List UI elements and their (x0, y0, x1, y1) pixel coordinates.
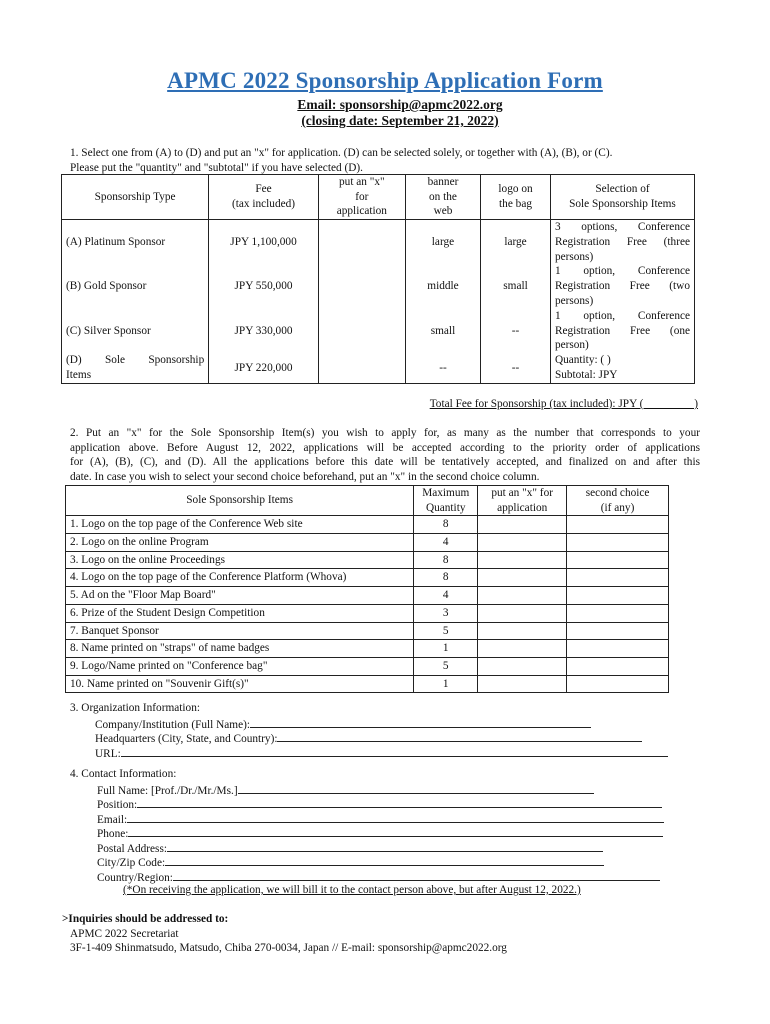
fee-cell: JPY 330,000 (209, 309, 319, 354)
section2-intro-line: 2. Put an "x" for the Sole Sponsorship Item(s) you wish to apply for, as many as the number that corresponds to your (70, 427, 700, 439)
table-row (66, 551, 669, 569)
sponsor-type-silver: (C) Silver Sponsor (62, 309, 209, 354)
item-max-qty: 4 (414, 534, 478, 552)
application-checkbox-silver[interactable] (318, 309, 405, 354)
item-name: 7. Banquet Sponsor (66, 622, 414, 640)
second-choice-cell[interactable] (567, 587, 669, 605)
header-put-x: put an "x" for application (478, 486, 567, 516)
table-row (62, 309, 695, 354)
form-title: APMC 2022 Sponsorship Application Form (167, 68, 603, 93)
table-row (66, 657, 669, 675)
contact-email[interactable]: Email: sponsorship@apmc2022.org (297, 97, 503, 112)
second-choice-cell[interactable] (567, 551, 669, 569)
phone-field[interactable]: Phone: (97, 825, 663, 842)
header-banner: banner on the web (405, 175, 480, 220)
table-row (66, 675, 669, 693)
application-cell[interactable] (478, 569, 567, 587)
application-cell[interactable] (478, 622, 567, 640)
selection-cell: 3 options, Conference Registration Free (three persons) (550, 220, 694, 265)
billing-note: (*On receiving the application, we will bill it to the contact person above, but after August 12, 2022.) (123, 884, 581, 896)
header-put-x: put an "x" for application (318, 175, 405, 220)
table-row (66, 516, 669, 534)
banner-cell: small (405, 309, 480, 354)
logo-cell: -- (481, 309, 551, 354)
section3-heading: 3. Organization Information: (70, 702, 200, 714)
closing-date: (closing date: September 21, 2022) (301, 113, 499, 128)
secretariat-name: APMC 2022 Secretariat (70, 928, 179, 940)
header-second-choice: second choice (if any) (567, 486, 669, 516)
position-field[interactable]: Position: (97, 796, 662, 813)
item-max-qty: 5 (414, 622, 478, 640)
header-logo: logo on the bag (481, 175, 551, 220)
section2-intro-line: application above. Before August 12, 2022, applications will be accepted according to the priority order of applications (70, 441, 700, 454)
inquiries-heading: >Inquiries should be addressed to: (62, 913, 229, 925)
selection-cell: 1 option, Conference Registration Free (one person) (550, 309, 694, 354)
application-cell[interactable] (478, 604, 567, 622)
table-row (62, 353, 695, 383)
application-checkbox-gold[interactable] (318, 264, 405, 309)
logo-cell: -- (481, 353, 551, 383)
company-field[interactable]: Company/Institution (Full Name): (95, 716, 591, 733)
banner-cell: -- (405, 353, 480, 383)
header-selection: Selection of Sole Sponsorship Items (550, 175, 694, 220)
selection-cell[interactable]: Quantity: ( ) Subtotal: JPY (550, 353, 694, 383)
selection-cell: 1 option, Conference Registration Free (two persons) (550, 264, 694, 309)
table-row (62, 220, 695, 265)
section4-heading: 4. Contact Information: (70, 768, 177, 780)
full-name-field[interactable]: Full Name: [Prof./Dr./Mr./Ms.] (97, 782, 594, 799)
table-row (66, 587, 669, 605)
sponsorship-type-table (61, 174, 695, 384)
application-cell[interactable] (478, 534, 567, 552)
item-max-qty: 3 (414, 604, 478, 622)
table-header-row (66, 486, 669, 516)
header-max-qty: Maximum Quantity (414, 486, 478, 516)
table-row (66, 640, 669, 658)
item-name: 8. Name printed on "straps" of name badges (66, 640, 414, 658)
second-choice-cell[interactable] (567, 604, 669, 622)
item-max-qty: 5 (414, 657, 478, 675)
banner-cell: large (405, 220, 480, 265)
header-sponsorship-type: Sponsorship Type (62, 175, 209, 220)
item-max-qty: 8 (414, 516, 478, 534)
item-max-qty: 8 (414, 569, 478, 587)
section1-intro (70, 146, 710, 175)
second-choice-cell[interactable] (567, 622, 669, 640)
fee-cell: JPY 1,100,000 (209, 220, 319, 265)
application-checkbox-platinum[interactable] (318, 220, 405, 265)
application-cell[interactable] (478, 640, 567, 658)
sole-sponsorship-table (65, 485, 669, 693)
header-items: Sole Sponsorship Items (66, 486, 414, 516)
url-field[interactable]: URL: (95, 745, 668, 762)
item-max-qty: 4 (414, 587, 478, 605)
second-choice-cell[interactable] (567, 516, 669, 534)
item-max-qty: 1 (414, 675, 478, 693)
item-name: 9. Logo/Name printed on "Conference bag" (66, 657, 414, 675)
secretariat-address: 3F-1-409 Shinmatsudo, Matsudo, Chiba 270-0034, Japan // E-mail: sponsorship@apmc2022.org (70, 942, 507, 954)
application-cell[interactable] (478, 657, 567, 675)
banner-cell: middle (405, 264, 480, 309)
item-name: 6. Prize of the Student Design Competition (66, 604, 414, 622)
second-choice-cell[interactable] (567, 569, 669, 587)
table-row (62, 264, 695, 309)
second-choice-cell[interactable] (567, 657, 669, 675)
total-fee-line[interactable]: Total Fee for Sponsorship (tax included): JPY ( ) (429, 398, 698, 410)
item-name: 3. Logo on the online Proceedings (66, 551, 414, 569)
postal-address-field[interactable]: Postal Address: (97, 840, 603, 857)
table-row (66, 569, 669, 587)
application-cell[interactable] (478, 516, 567, 534)
second-choice-cell[interactable] (567, 640, 669, 658)
item-name: 5. Ad on the "Floor Map Board" (66, 587, 414, 605)
section2-intro-line: for (A), (B), (C), and (D). All the applications before this date will be tentatively accepted, and finalized on and after this (70, 456, 700, 469)
table-row (66, 604, 669, 622)
country-region-field[interactable]: Country/Region: (97, 869, 660, 886)
item-name: 2. Logo on the online Program (66, 534, 414, 552)
section1-intro-line: Please put the "quantity" and "subtotal" if you have selected (D). (70, 161, 363, 174)
logo-cell: small (481, 264, 551, 309)
table-row (66, 622, 669, 640)
sponsor-type-platinum: (A) Platinum Sponsor (62, 220, 209, 265)
table-row (66, 534, 669, 552)
application-checkbox-sole[interactable] (318, 353, 405, 383)
application-cell[interactable] (478, 587, 567, 605)
section2-intro-line: date. In case you wish to select your second choice beforehand, put an "x" in the second choice column. (70, 471, 540, 484)
section2-intro (70, 426, 700, 485)
item-name: 10. Name printed on "Souvenir Gift(s)" (66, 675, 414, 693)
table-header-row (62, 175, 695, 220)
application-cell[interactable] (478, 551, 567, 569)
second-choice-cell[interactable] (567, 534, 669, 552)
fee-cell: JPY 220,000 (209, 353, 319, 383)
second-choice-cell[interactable] (567, 675, 669, 693)
fee-cell: JPY 550,000 (209, 264, 319, 309)
application-cell[interactable] (478, 675, 567, 693)
item-max-qty: 8 (414, 551, 478, 569)
item-max-qty: 1 (414, 640, 478, 658)
headquarters-field[interactable]: Headquarters (City, State, and Country): (95, 730, 642, 747)
header-fee: Fee (tax included) (209, 175, 319, 220)
email-field[interactable]: Email: (97, 811, 664, 828)
logo-cell: large (481, 220, 551, 265)
sponsor-type-gold: (B) Gold Sponsor (62, 264, 209, 309)
city-zip-field[interactable]: City/Zip Code: (97, 854, 604, 871)
item-name: 4. Logo on the top page of the Conference Platform (Whova) (66, 569, 414, 587)
item-name: 1. Logo on the top page of the Conference Web site (66, 516, 414, 534)
section1-intro-line: 1. Select one from (A) to (D) and put an "x" for application. (D) can be selected solely, or together with (A), (B), or (C). (70, 147, 613, 159)
sponsor-type-sole: (D) Sole Sponsorship Items (62, 353, 209, 383)
